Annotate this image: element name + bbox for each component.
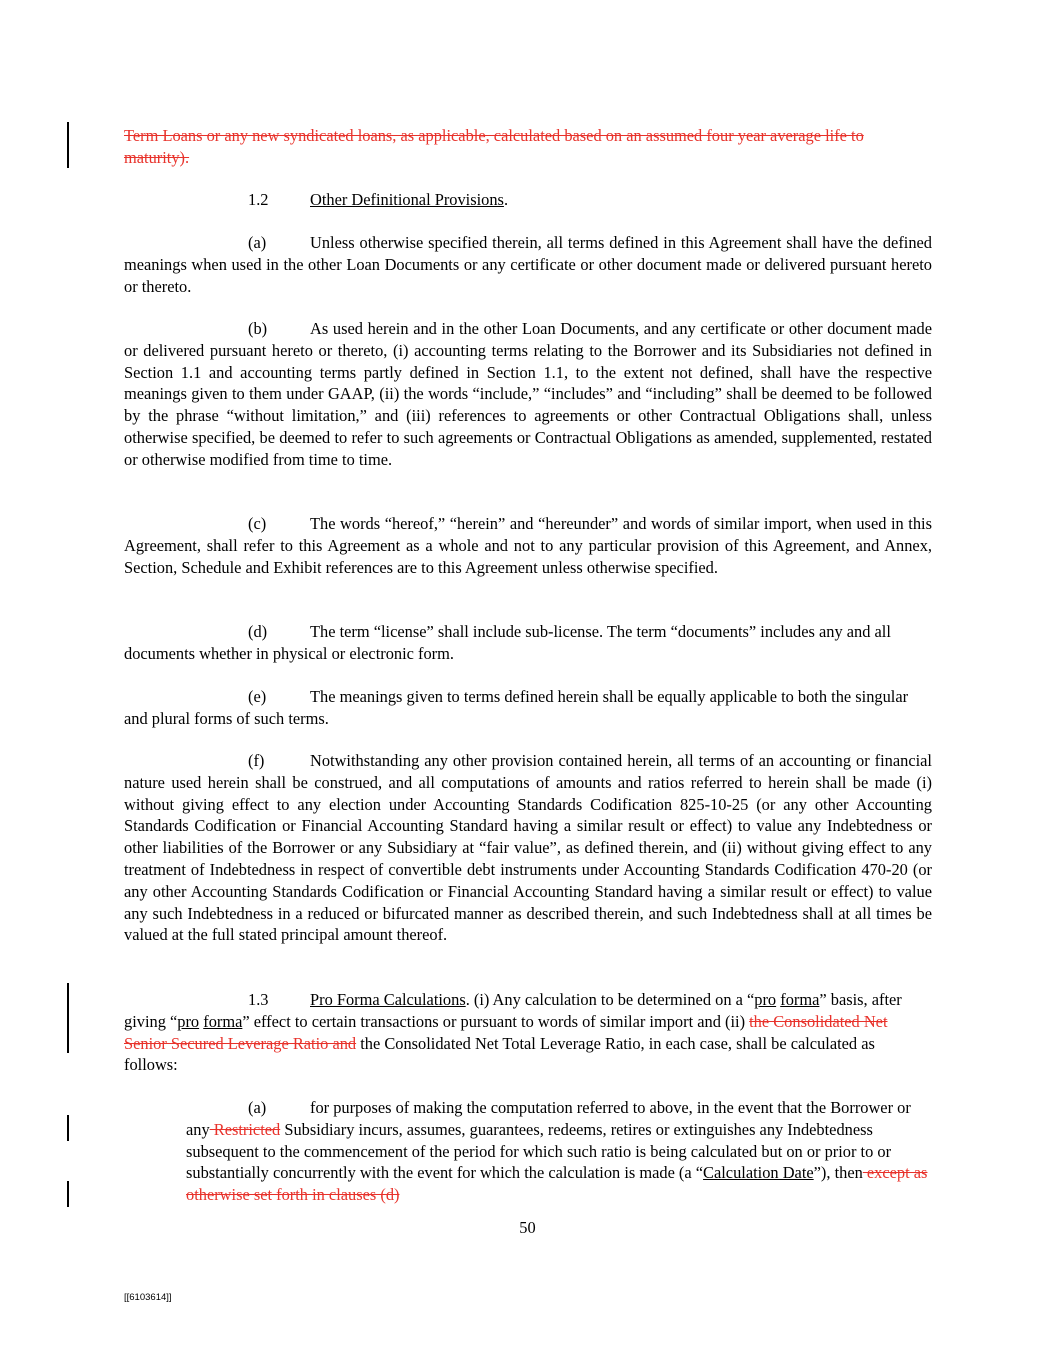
change-bar: [67, 1115, 69, 1141]
paragraph-f: [124, 750, 932, 946]
deleted-text: the Consolidated Net Senior Secured Leverage Ratio and: [124, 1011, 888, 1053]
paragraph-label: (a): [248, 233, 267, 252]
paragraph-text: The term “license” shall include sub-license. The term “documents” includes any and all documents whether in physical or electronic form.: [124, 622, 891, 663]
page-number: 50: [519, 1218, 536, 1237]
section-number: 1.3: [248, 990, 269, 1009]
paragraph-label: (a): [248, 1098, 267, 1117]
paragraph-text: The words “hereof,” “herein” and “hereunder” and words of similar import, when used in this Agreement, shall refer to this Agreement as a whole and not to any particular provision of this Agreement, and Annex, Section, Schedule and Exhibit references are to this Agreement unless otherwise specified.: [124, 514, 932, 577]
paragraph-c: [124, 513, 932, 578]
section-title: Pro Forma Calculations: [310, 990, 466, 1009]
deleted-text: except as otherwise set forth in clauses (d): [186, 1163, 928, 1205]
paragraph-text: Unless otherwise specified therein, all terms defined in this Agreement shall have the defined meanings when used in the other Loan Documents or any certificate or other document made or delivered pursuant hereto or thereto.: [124, 233, 932, 296]
change-bar: [67, 122, 69, 168]
paragraph-text: The meanings given to terms defined herein shall be equally applicable to both the singular and plural forms of such terms.: [124, 687, 909, 728]
paragraph-label: (b): [248, 319, 268, 338]
section-title: Other Definitional Provisions: [310, 190, 504, 209]
section-1-2-heading: 1.2 Other Definitional Provisions.: [248, 190, 509, 209]
section-1-3: 1.3 Pro Forma Calculations. (i) Any calculation to be determined on a “pro forma” basis, after giving “pro forma” effect to certain transactions or pursuant to words of similar import and (ii) the Consolidated Net Senior Secured Leverage Ratio and the Consolidated Net Total Leverage Ratio, in each case, shall be calculated as follows:: [124, 990, 902, 1075]
deleted-carryover-text: [124, 125, 932, 169]
document-id: [[6103614]]: [124, 1292, 172, 1303]
change-bar: [67, 983, 69, 1053]
deleted-text: Term Loans or any new syndicated loans, as applicable, calculated based on an assumed four year average life to maturity).: [124, 126, 864, 167]
paragraph-text: Notwithstanding any other provision contained herein, all terms of an accounting or financial nature used herein shall be construed, and all computations of amounts and ratios referred to herein shall be made (i) without giving effect to any election under Accounting Standards Codification 825-10-25 (or any other Accounting Standards Codification or Financial Accounting Standard having a similar result or effect) to value any Indebtedness or other liabilities of the Borrower or any Subsidiary at “fair value”, as defined therein, and (ii) without giving effect to any treatment of Indebtedness in respect of convertible debt instruments under Accounting Standards Codification 470-20 (or any other Accounting Standards Codification or Financial Accounting Standard having a similar result or effect) to value any such Indebtedness in a reduced or bifurcated manner as described therein, and such Indebtedness shall at all times be valued at the full stated principal amount thereof.: [124, 751, 932, 945]
paragraph-label: (f): [248, 751, 265, 770]
paragraph-e: [124, 686, 932, 730]
paragraph-d: [124, 621, 932, 665]
paragraph-label: (e): [248, 687, 267, 706]
defined-term: Calculation Date: [703, 1163, 814, 1183]
paragraph-a: [124, 232, 932, 297]
change-bar: [67, 1181, 69, 1207]
paragraph-label: (c): [248, 514, 267, 533]
deleted-text: Restricted: [209, 1119, 281, 1139]
paragraph-text: As used herein and in the other Loan Documents, and any certificate or other document made or delivered pursuant hereto or thereto, (i) accounting terms relating to the Borrower and its Subsidiaries not defined in Section 1.1 and accounting terms partly defined in Section 1.1, to the extent not defined, shall have the respective meanings given to them under GAAP, (ii) the words “include,” “includes” and “including” shall be deemed to be followed by the phrase “without limitation,” and (iii) references to agreements or other Contractual Obligations shall, unless otherwise specified, be deemed to refer to such agreements or Contractual Obligations as amended, supplemented, restated or otherwise modified from time to time.: [124, 319, 932, 469]
paragraph-label: (d): [248, 622, 268, 641]
section-number: 1.2: [248, 190, 269, 209]
section-1-3-clause-a: (a) for purposes of making the computation referred to above, in the event that the Borrower or any Restricted Subsidiary incurs, assumes, guarantees, redeems, retires or extinguishes any Indebtedness subsequent to the commencement of the period for which such ratio is being calculated but on or prior to or substantially concurrently with the event for which the calculation is made (a “Calculation Date”), then except as otherwise set forth in clauses (d): [186, 1098, 928, 1205]
paragraph-b: [124, 318, 932, 471]
